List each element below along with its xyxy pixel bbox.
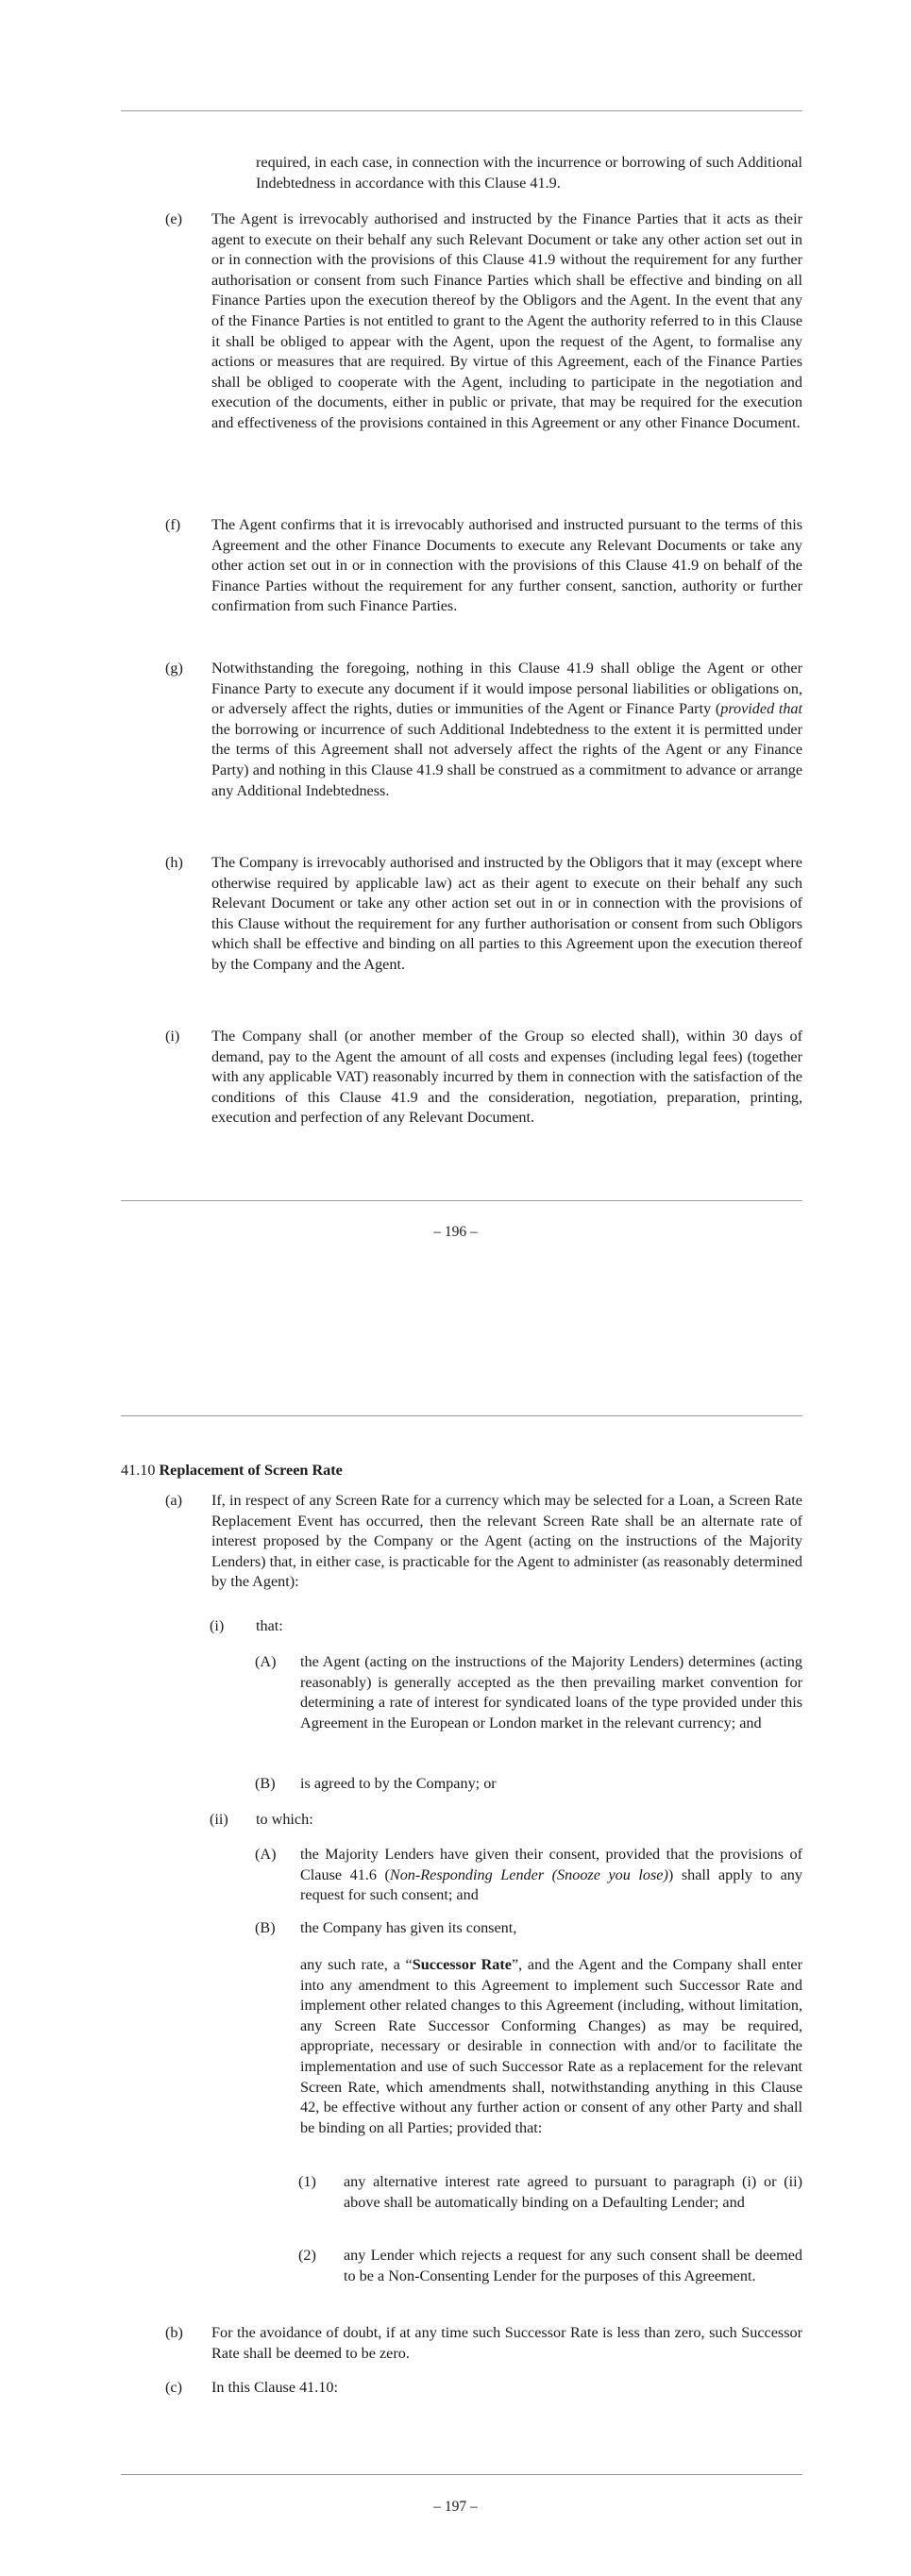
item-text-f: The Agent confirms that it is irrevocably authorised and instructed pursuant to the terms of this Agreement and the other Finance Documents to execute any Relevant Documents or take any other action set out in or in connection with the provisions of this Clause 41.9 on behalf of the Finance Parties without the requirement for any further consent, sanction, authority or further confirmation from such Finance Parties. — [211, 516, 802, 615]
successor-rate-part1: any such rate, a “ — [300, 1956, 413, 1973]
item-label-h: (h) — [165, 854, 183, 871]
para-text-a: If, in respect of any Screen Rate for a currency which may be selected for a Loan, a Screen Rate Replacement Event has occurred, then the relevant Screen Rate shall be an alternate rate of interest proposed by the Company or the Agent (acting on the instructions of the Majority Lenders) that, in either case, is practicable for the Agent to administer (as reasonably determined by the Agent): — [211, 1492, 802, 1591]
item-text-e: The Agent is irrevocably authorised and instructed by the Finance Parties that it acts as their agent to execute on their behalf any such Relevant Document or take any other action set out in or in connection with the provisions of this Clause 41.9 without the requirement for any further authorisation or consent from such Finance Parties which shall be effective and binding on all Finance Parties upon the execution thereof by the Obligors and the Agent. In the event that any of the Finance Parties is not entitled to grant to the Agent the authority referred to in this Clause it shall be obliged to appear with the Agent, upon the request of the Agent, to formalise any actions or measures that are required. By virtue of this Agreement, each of the Finance Parties shall be obliged to cooperate with the Agent, including to participate in the negotiation and execution of the documents, either in public or private, that may be required for the execution and effectiveness of the provisions contained in this Agreement or any other Finance Document. — [211, 210, 802, 431]
para-label-c: (c) — [165, 2379, 182, 2396]
clause-heading — [121, 1461, 343, 1481]
sub-text-ii: to which: — [256, 1811, 313, 1828]
bottom-rule — [121, 2474, 802, 2475]
top-rule — [121, 1415, 802, 1416]
numbered-label-1: (1) — [298, 2173, 316, 2190]
item-label-i: (i) — [165, 1028, 180, 1045]
subsub-text-iiA-part2: ) shall apply to any request for such consent; and — [300, 1865, 802, 1904]
numbered-text-2: any Lender which rejects a request for any such consent shall be deemed to be a Non-Consenting Lender for the purposes of this Agreement. — [344, 2247, 802, 2284]
item-text-g-italic: provided that — [720, 700, 803, 718]
subsub-label-iA: (A) — [255, 1653, 277, 1670]
subsub-label-iiB: (B) — [255, 1919, 276, 1936]
clause-title: Replacement of Screen Rate — [159, 1462, 343, 1479]
successor-rate-term: Successor Rate — [412, 1956, 512, 1973]
clause-number: 41.10 — [121, 1462, 156, 1479]
subsub-text-iB: is agreed to by the Company; or — [300, 1775, 497, 1792]
sub-label-ii: (ii) — [210, 1811, 228, 1828]
page-number: – 196 – — [433, 1224, 478, 1240]
sub-text-i: that: — [256, 1617, 283, 1634]
subsub-label-iiA: (A) — [255, 1846, 277, 1863]
item-text-g-part2: the borrowing or incurrence of such Additional Indebtedness to the extent it is permitted under the terms of this Agreement shall not adversely affect the rights of the Agent or any Finance Party) and nothing in this Clause 41.9 shall be construed as a commitment to advance or arrange any Additional Indebtedness. — [211, 720, 802, 799]
successor-rate-part2: ”, and the Agent and the Company shall enter into any amendment to this Agreement to implement such Successor Rate and implement other related changes to this Agreement (including, without limitation, any Screen Rate Successor Conforming Changes) as may be required, appropriate, necessary or desirable in connection with and/or to facilitate the implementation and use of such Successor Rate as a replacement for the relevant Screen Rate, which amendments shall, notwithstanding anything in this Clause 42, be effective without any further action or consent of any other Party and shall be binding on all Parties; provided that: — [300, 1956, 802, 2136]
item-label-e: (e) — [165, 210, 182, 227]
numbered-text-1: any alternative interest rate agreed to pursuant to paragraph (i) or (ii) above shall be automatically binding on a Defaulting Lender; and — [344, 2173, 802, 2211]
para-text-b: For the avoidance of doubt, if at any time such Successor Rate is less than zero, such Successor Rate shall be deemed to be zero. — [211, 2324, 802, 2362]
item-text-h: The Company is irrevocably authorised and instructed by the Obligors that it may (except where otherwise required by applicable law) act as their agent to execute on their behalf any such Relevant Document or take any other action set out in or in connection with the provisions of this Clause without the requirement for any further authorisation or consent from such Obligors which shall be effective and binding on all parties to this Agreement upon the execution thereof by the Company and the Agent. — [211, 854, 802, 973]
subsub-text-iiA — [300, 1845, 802, 1906]
subsub-text-iA: the Agent (acting on the instructions of the Majority Lenders) determines (acting reasonably) is generally accepted as the then prevailing market convention for determining a rate of interest for syndicated loans of the type provided under this Agreement in the European or London market in the relevant currency; and — [300, 1653, 802, 1731]
para-label-b: (b) — [165, 2324, 183, 2341]
para-text-c: In this Clause 41.10: — [211, 2379, 338, 2396]
page-number: – 197 – — [433, 2499, 478, 2515]
successor-rate-paragraph — [300, 1955, 802, 2138]
item-text-g-part1: Notwithstanding the foregoing, nothing in this Clause 41.9 shall oblige the Agent or other Finance Party to execute any document if it would impose personal liabilities or obligations on, or adversely affect the rights, duties or immunities of the Agent or Finance Party ( — [211, 660, 802, 718]
item-text-i: The Company shall (or another member of the Group so elected shall), within 30 days of demand, pay to the Agent the amount of all costs and expenses (including legal fees) (together with any applicable VAT) reasonably incurred by them in connection with the satisfaction of the conditions of this Clause 41.9 and the consideration, negotiation, preparation, printing, execution and perfection of any Relevant Document. — [211, 1028, 802, 1127]
subsub-text-iiA-part1: the Majority Lenders have given their consent, provided that the provisions of Clause 41.6 ( — [300, 1846, 802, 1883]
subsub-text-iiA-italic: Non-Responding Lender (Snooze you lose) — [389, 1865, 668, 1883]
item-label-g: (g) — [165, 660, 183, 677]
subsub-label-iB: (B) — [255, 1775, 276, 1792]
sub-label-i: (i) — [210, 1617, 225, 1634]
para-label-a: (a) — [165, 1492, 182, 1509]
subsub-text-iiB: the Company has given its consent, — [300, 1919, 517, 1936]
item-label-f: (f) — [165, 516, 181, 533]
numbered-label-2: (2) — [298, 2247, 316, 2264]
continuation-paragraph: required, in each case, in connection with the incurrence or borrowing of such Additional Indebtedness in accordance with this Clause 41.9. — [256, 154, 802, 192]
